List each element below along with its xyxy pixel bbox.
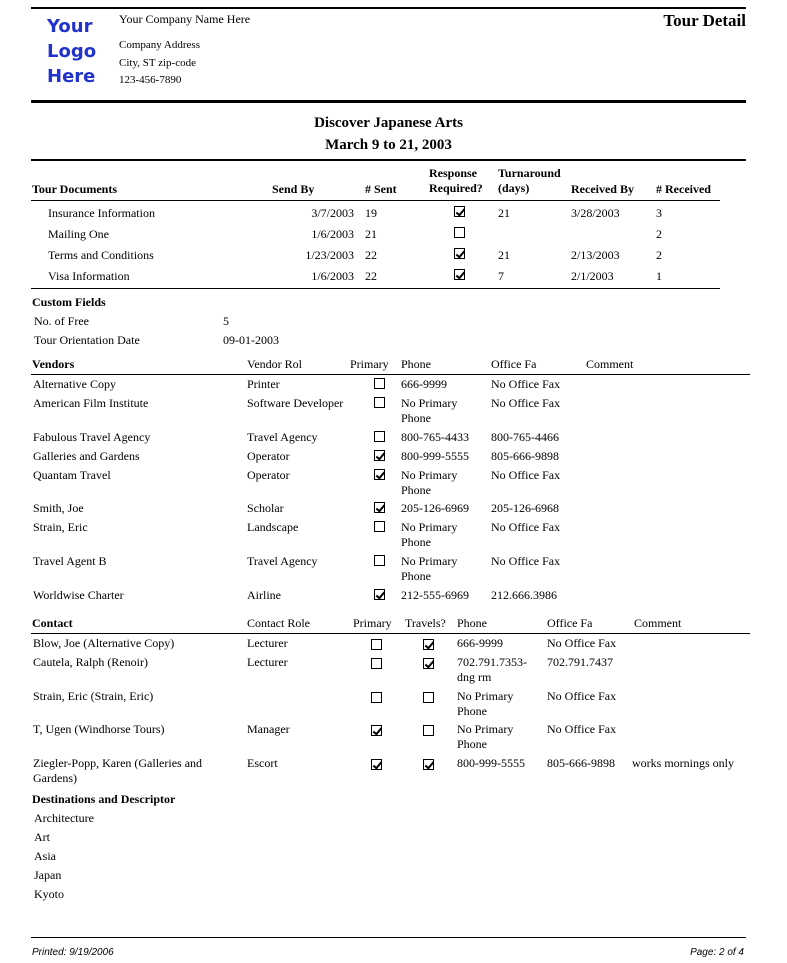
custom-field-label: Tour Orientation Date (34, 333, 140, 347)
vendor-fax: No Office Fax (491, 520, 561, 534)
document-turnaround: 21 (498, 206, 510, 220)
response-required-checkbox[interactable] (454, 227, 465, 238)
vendor-phone: 800-999-5555 (401, 449, 469, 463)
printed-date: Printed: 9/19/2006 (32, 947, 114, 958)
col-contact-phone: Phone (457, 616, 487, 630)
tour-rule (31, 159, 746, 161)
document-received: 2 (656, 248, 662, 262)
col-send-by: Send By (272, 182, 315, 196)
contact-fax: 702.791.7437 (547, 655, 613, 669)
col-response-2: Required? (429, 181, 483, 195)
vendor-fax: 800-765-4466 (491, 430, 559, 444)
document-turnaround: 21 (498, 248, 510, 262)
vendor-phone: No Primary Phone (401, 396, 458, 425)
vendor-name: Worldwise Charter (33, 588, 124, 602)
vendor-primary-checkbox[interactable] (374, 469, 385, 480)
custom-field-label: No. of Free (34, 314, 89, 328)
col-vendor-role: Vendor Rol (247, 357, 302, 371)
header-rule (31, 100, 746, 103)
vendor-phone: No Primary Phone (401, 520, 458, 549)
contact-travels-checkbox[interactable] (423, 725, 434, 736)
vendor-fax: 205-126-6968 (491, 501, 559, 515)
vendor-phone: 212-555-6969 (401, 588, 469, 602)
contacts-header-rule (31, 633, 750, 634)
logo-placeholder: Your Logo Here (47, 16, 97, 87)
vendors-header-rule (31, 374, 750, 375)
destination-item: Asia (34, 849, 56, 863)
company-address: Company Address (119, 39, 200, 51)
vendor-primary-checkbox[interactable] (374, 502, 385, 513)
top-rule (31, 7, 746, 9)
contact-primary-checkbox[interactable] (371, 725, 382, 736)
vendor-role: Software Developer (247, 396, 344, 410)
document-sent: 21 (365, 227, 377, 241)
col-received-by: Received By (571, 182, 634, 196)
vendor-name: Galleries and Gardens (33, 449, 140, 463)
vendor-role: Airline (247, 588, 281, 602)
vendor-primary-checkbox[interactable] (374, 589, 385, 600)
col-sent: # Sent (365, 182, 397, 196)
vendor-name: Travel Agent B (33, 554, 107, 568)
contact-name: T, Ugen (Windhorse Tours) (33, 722, 165, 736)
vendor-primary-checkbox[interactable] (374, 555, 385, 566)
vendor-primary-checkbox[interactable] (374, 431, 385, 442)
vendor-name: Alternative Copy (33, 377, 116, 391)
contact-name: Cautela, Ralph (Renoir) (33, 655, 148, 669)
contact-fax: No Office Fax (547, 722, 617, 736)
col-vendor-comment: Comment (586, 357, 634, 371)
vendor-role: Operator (247, 449, 290, 463)
destination-item: Japan (34, 868, 62, 882)
document-sent: 22 (365, 248, 377, 262)
col-vendor-fax: Office Fa (491, 357, 537, 371)
contact-fax: No Office Fax (547, 689, 617, 703)
custom-field-value: 5 (223, 314, 229, 328)
col-turnaround-2: (days) (498, 181, 530, 195)
vendor-fax: No Office Fax (491, 468, 561, 482)
contact-travels-checkbox[interactable] (423, 692, 434, 703)
vendor-primary-checkbox[interactable] (374, 521, 385, 532)
vendor-phone: 205-126-6969 (401, 501, 469, 515)
contact-name: Strain, Eric (Strain, Eric) (33, 689, 154, 703)
col-response-1: Response (429, 166, 478, 180)
document-send-by: 1/23/2003 (305, 248, 354, 262)
vendor-fax: 805-666-9898 (491, 449, 559, 463)
vendor-fax: No Office Fax (491, 377, 561, 391)
destination-item: Art (34, 830, 50, 844)
company-name: Your Company Name Here (119, 12, 251, 26)
contact-primary-checkbox[interactable] (371, 759, 382, 770)
vendor-fax: No Office Fax (491, 554, 561, 568)
vendor-name: Smith, Joe (33, 501, 84, 515)
vendor-role: Scholar (247, 501, 284, 515)
vendor-name: Quantam Travel (33, 468, 111, 482)
document-name: Terms and Conditions (48, 248, 154, 262)
vendor-role: Operator (247, 468, 290, 482)
document-name: Visa Information (48, 269, 130, 283)
document-send-by: 3/7/2003 (311, 206, 354, 220)
custom-fields-heading: Custom Fields (32, 295, 106, 309)
document-name: Insurance Information (48, 206, 155, 220)
col-contact-role: Contact Role (247, 616, 310, 630)
contact-primary-checkbox[interactable] (371, 658, 382, 669)
tour-dates: March 9 to 21, 2003 (325, 137, 452, 153)
vendor-fax: 212.666.3986 (491, 588, 557, 602)
document-received-by: 2/13/2003 (571, 248, 620, 262)
vendor-phone: 800-765-4433 (401, 430, 469, 444)
vendor-phone: No Primary Phone (401, 468, 458, 497)
tour-name: Discover Japanese Arts (314, 115, 463, 131)
col-vendor-primary: Primary (350, 357, 389, 371)
page-number: Page: 2 of 4 (690, 947, 744, 958)
document-received: 3 (656, 206, 662, 220)
vendor-role: Travel Agency (247, 430, 318, 444)
contact-comment: works mornings only (632, 756, 734, 770)
company-phone: 123-456-7890 (119, 74, 182, 86)
vendor-primary-checkbox[interactable] (374, 450, 385, 461)
col-contact-fax: Office Fa (547, 616, 593, 630)
document-received: 1 (656, 269, 662, 283)
vendor-phone: No Primary Phone (401, 554, 458, 583)
col-vendor-phone: Phone (401, 357, 431, 371)
report-title: Tour Detail (663, 11, 746, 30)
contact-phone: 800-999-5555 (457, 756, 525, 770)
document-sent: 22 (365, 269, 377, 283)
contact-primary-checkbox[interactable] (371, 692, 382, 703)
contact-fax: No Office Fax (547, 636, 617, 650)
contact-phone: 702.791.7353-dng rm (457, 655, 527, 684)
vendor-name: American Film Institute (33, 396, 149, 410)
vendor-primary-checkbox[interactable] (374, 397, 385, 408)
document-name: Mailing One (48, 227, 109, 241)
col-tour-documents: Tour Documents (32, 182, 118, 196)
contact-role: Lecturer (247, 655, 288, 669)
col-contact-primary: Primary (353, 616, 392, 630)
document-received-by: 3/28/2003 (571, 206, 620, 220)
vendor-name: Fabulous Travel Agency (33, 430, 151, 444)
document-received: 2 (656, 227, 662, 241)
destination-item: Architecture (34, 811, 94, 825)
custom-field-value: 09-01-2003 (223, 333, 279, 347)
contact-travels-checkbox[interactable] (423, 759, 434, 770)
destination-item: Kyoto (34, 887, 64, 901)
response-required-checkbox[interactable] (454, 206, 465, 217)
contact-role: Manager (247, 722, 290, 736)
contact-name: Blow, Joe (Alternative Copy) (33, 636, 175, 650)
vendor-role: Printer (247, 377, 280, 391)
vendor-role: Landscape (247, 520, 299, 534)
contacts-heading: Contact (32, 616, 73, 630)
vendor-name: Strain, Eric (33, 520, 88, 534)
contact-phone: 666-9999 (457, 636, 503, 650)
document-sent: 19 (365, 206, 377, 220)
document-send-by: 1/6/2003 (311, 227, 354, 241)
documents-bottom-rule (31, 288, 720, 289)
vendor-primary-checkbox[interactable] (374, 378, 385, 389)
contact-name: Ziegler-Popp, Karen (Galleries and Gardens) (33, 756, 203, 785)
contact-phone: No Primary Phone (457, 722, 514, 751)
document-received-by: 2/1/2003 (571, 269, 614, 283)
col-contact-travels: Travels? (405, 616, 446, 630)
col-contact-comment: Comment (634, 616, 682, 630)
contact-travels-checkbox[interactable] (423, 658, 434, 669)
contact-role: Lecturer (247, 636, 288, 650)
vendors-heading: Vendors (32, 357, 75, 371)
contact-travels-checkbox[interactable] (423, 639, 434, 650)
col-received: # Received (656, 182, 711, 196)
vendor-role: Travel Agency (247, 554, 318, 568)
vendor-fax: No Office Fax (491, 396, 561, 410)
destinations-heading: Destinations and Descriptor (32, 792, 176, 806)
contact-phone: No Primary Phone (457, 689, 514, 718)
vendor-phone: 666-9999 (401, 377, 447, 391)
contact-fax: 805-666-9898 (547, 756, 615, 770)
col-turnaround-1: Turnaround (498, 166, 561, 180)
contact-primary-checkbox[interactable] (371, 639, 382, 650)
documents-header-rule (31, 200, 720, 201)
document-send-by: 1/6/2003 (311, 269, 354, 283)
response-required-checkbox[interactable] (454, 269, 465, 280)
contact-role: Escort (247, 756, 278, 770)
company-city: City, ST zip-code (119, 57, 196, 69)
response-required-checkbox[interactable] (454, 248, 465, 259)
document-turnaround: 7 (498, 269, 504, 283)
footer-rule (31, 937, 746, 938)
